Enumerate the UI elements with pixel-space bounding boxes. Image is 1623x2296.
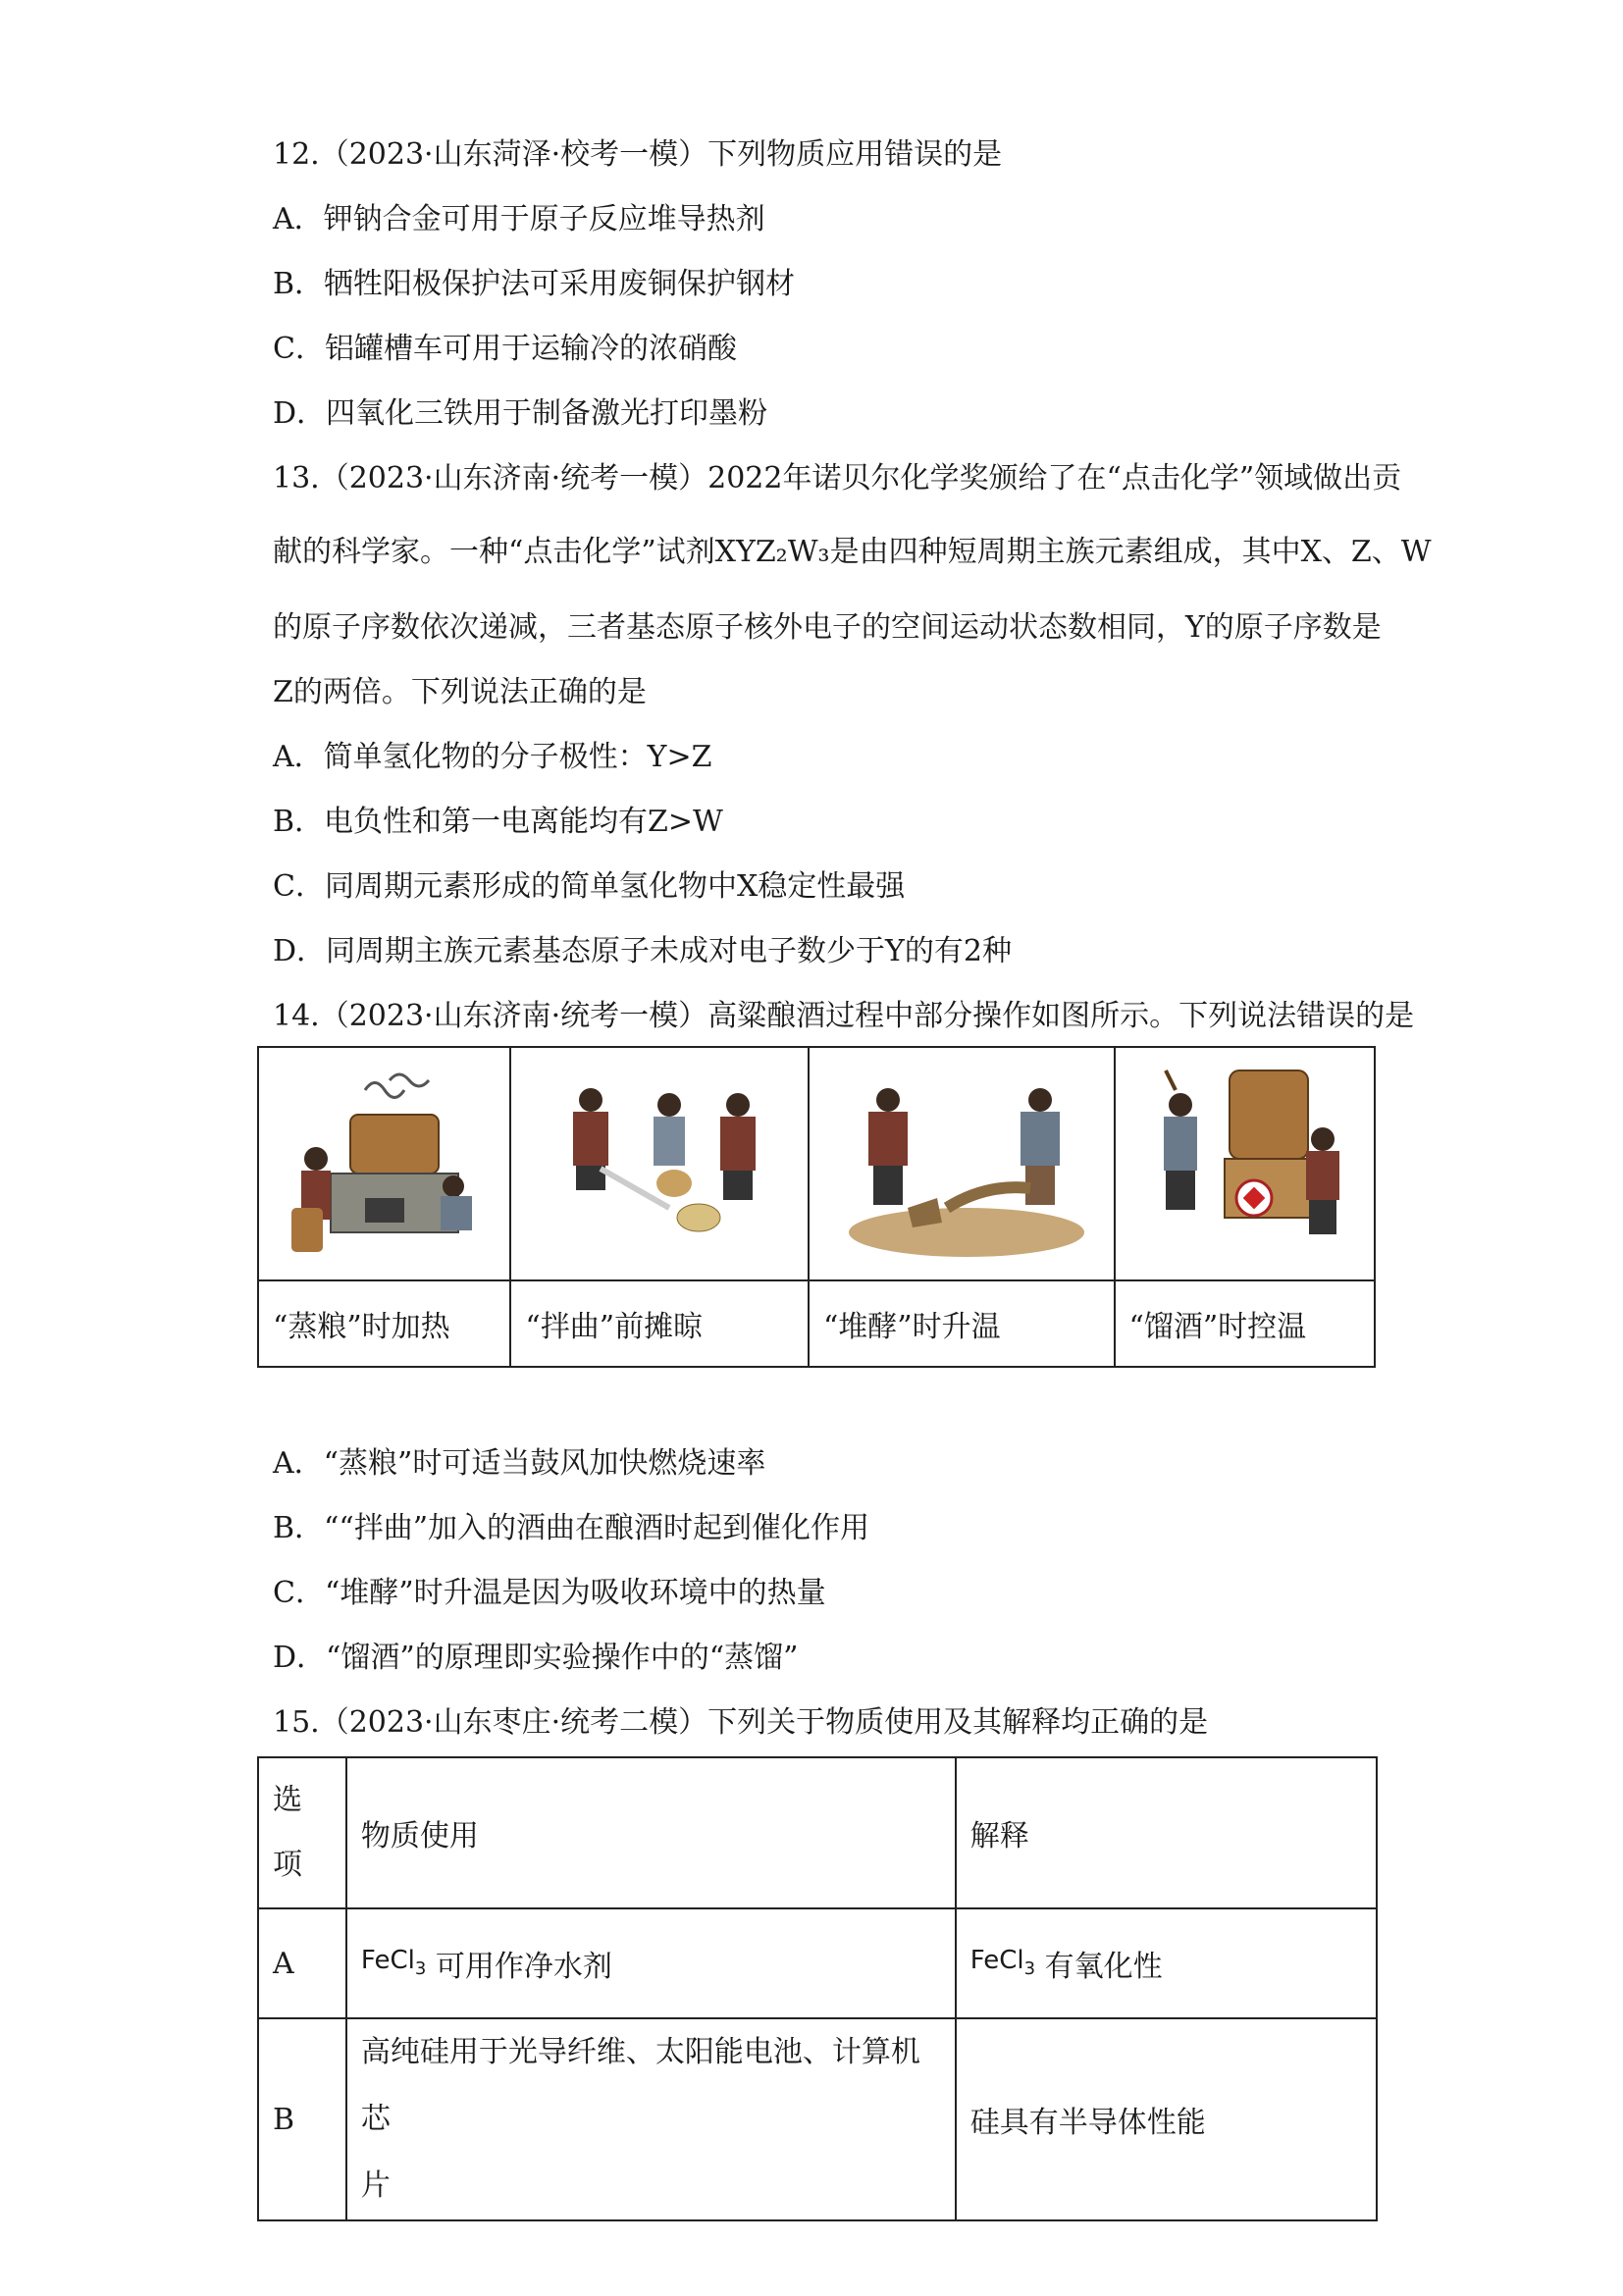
row-a-formula: FeCl$_3$ — [360, 1946, 427, 1979]
steaming-illustration — [258, 1047, 510, 1280]
row-b-reason: 硅具有半导体性能 — [956, 2018, 1377, 2220]
q12-option-b: B．牺牲阳极保护法可采用废铜保护钢材 — [273, 267, 796, 301]
header-option — [258, 1757, 346, 1908]
q12-option-d: D．四氧化三铁用于制备激光打印墨粉 — [273, 396, 768, 431]
q15-table — [257, 1756, 1378, 2221]
distilling-illustration — [1115, 1047, 1376, 1280]
caption-heaping: “堆酵”时升温 — [809, 1280, 1115, 1367]
row-a-reason — [956, 1908, 1377, 2018]
q13-option-b: B．电负性和第一电离能均有Z>W — [273, 805, 723, 839]
row-b-use — [346, 2018, 956, 2220]
q12-option-c: C．铝罐槽车可用于运输冷的浓硝酸 — [273, 332, 737, 366]
q14-option-a: A．“蒸粮”时可适当鼓风加快燃烧速率 — [273, 1446, 766, 1481]
row-a-reason-formula: FeCl$_3$ — [969, 1946, 1036, 1979]
header-reason: 解释 — [956, 1757, 1377, 1908]
row-b-option: B — [258, 2018, 346, 2220]
row-b-use-line1: 高纯硅用于光导纤维、太阳能电池、计算机芯 — [360, 2035, 920, 2136]
q13-option-c: C．同周期元素形成的简单氢化物中X稳定性最强 — [273, 869, 906, 904]
q13-stem-line3: 的原子序数依次递减，三者基态原子核外电子的空间运动状态数相同，Y的原子序数是 — [273, 610, 1382, 645]
header-option-text: 选项 — [273, 1783, 302, 1882]
table-row — [258, 2018, 1377, 2220]
q15-header-row — [258, 1757, 1377, 1908]
q15-stem: 15.（2023·山东枣庄·统考二模）下列关于物质使用及其解释均正确的是 — [273, 1705, 1209, 1740]
row-b-use-line2: 片 — [360, 2168, 391, 2203]
q13-option-d: D．同周期主族元素基态原子未成对电子数少于Y的有2种 — [273, 934, 1012, 968]
row-a-use — [346, 1908, 956, 2018]
q14-option-d: D．“馏酒”的原理即实验操作中的“蒸馏” — [273, 1641, 799, 1675]
caption-steaming: “蒸粮”时加热 — [258, 1280, 510, 1367]
q13-stem-line4: Z的两倍。下列说法正确的是 — [273, 675, 647, 709]
spreading-illustration — [510, 1047, 809, 1280]
q14-option-c: C．“堆酵”时升温是因为吸收环境中的热量 — [273, 1576, 826, 1610]
table-row — [258, 1908, 1377, 2018]
row-a-use-text: 可用作净水剂 — [435, 1950, 612, 1984]
heaping-illustration — [809, 1047, 1115, 1280]
row-a-reason-text: 有氧化性 — [1044, 1950, 1163, 1984]
caption-distilling: “馏酒”时控温 — [1115, 1280, 1376, 1367]
q13-option-a: A．简单氢化物的分子极性：Y>Z — [273, 740, 712, 774]
q14-option-b: B．““拌曲”加入的酒曲在酿酒时起到催化作用 — [273, 1511, 870, 1545]
caption-spreading: “拌曲”前摊晾 — [510, 1280, 809, 1367]
q12-stem: 12.（2023·山东菏泽·校考一模）下列物质应用错误的是 — [273, 137, 1003, 172]
q14-stem: 14.（2023·山东济南·统考一模）高粱酿酒过程中部分操作如图所示。下列说法错误的是 — [273, 999, 1415, 1033]
q12-option-a: A．钾钠合金可用于原子反应堆导热剂 — [273, 202, 765, 236]
q13-stem-line2: 献的科学家。一种“点击化学”试剂XYZ₂W₃是由四种短周期主族元素组成，其中X、Z、W — [273, 535, 1432, 569]
q14-illustration-table — [257, 1046, 1376, 1368]
header-use: 物质使用 — [346, 1757, 956, 1908]
q13-stem-line1: 13.（2023·山东济南·统考一模）2022年诺贝尔化学奖颁给了在“点击化学”领域做出贡 — [273, 461, 1402, 496]
row-a-option: A — [258, 1908, 346, 2018]
